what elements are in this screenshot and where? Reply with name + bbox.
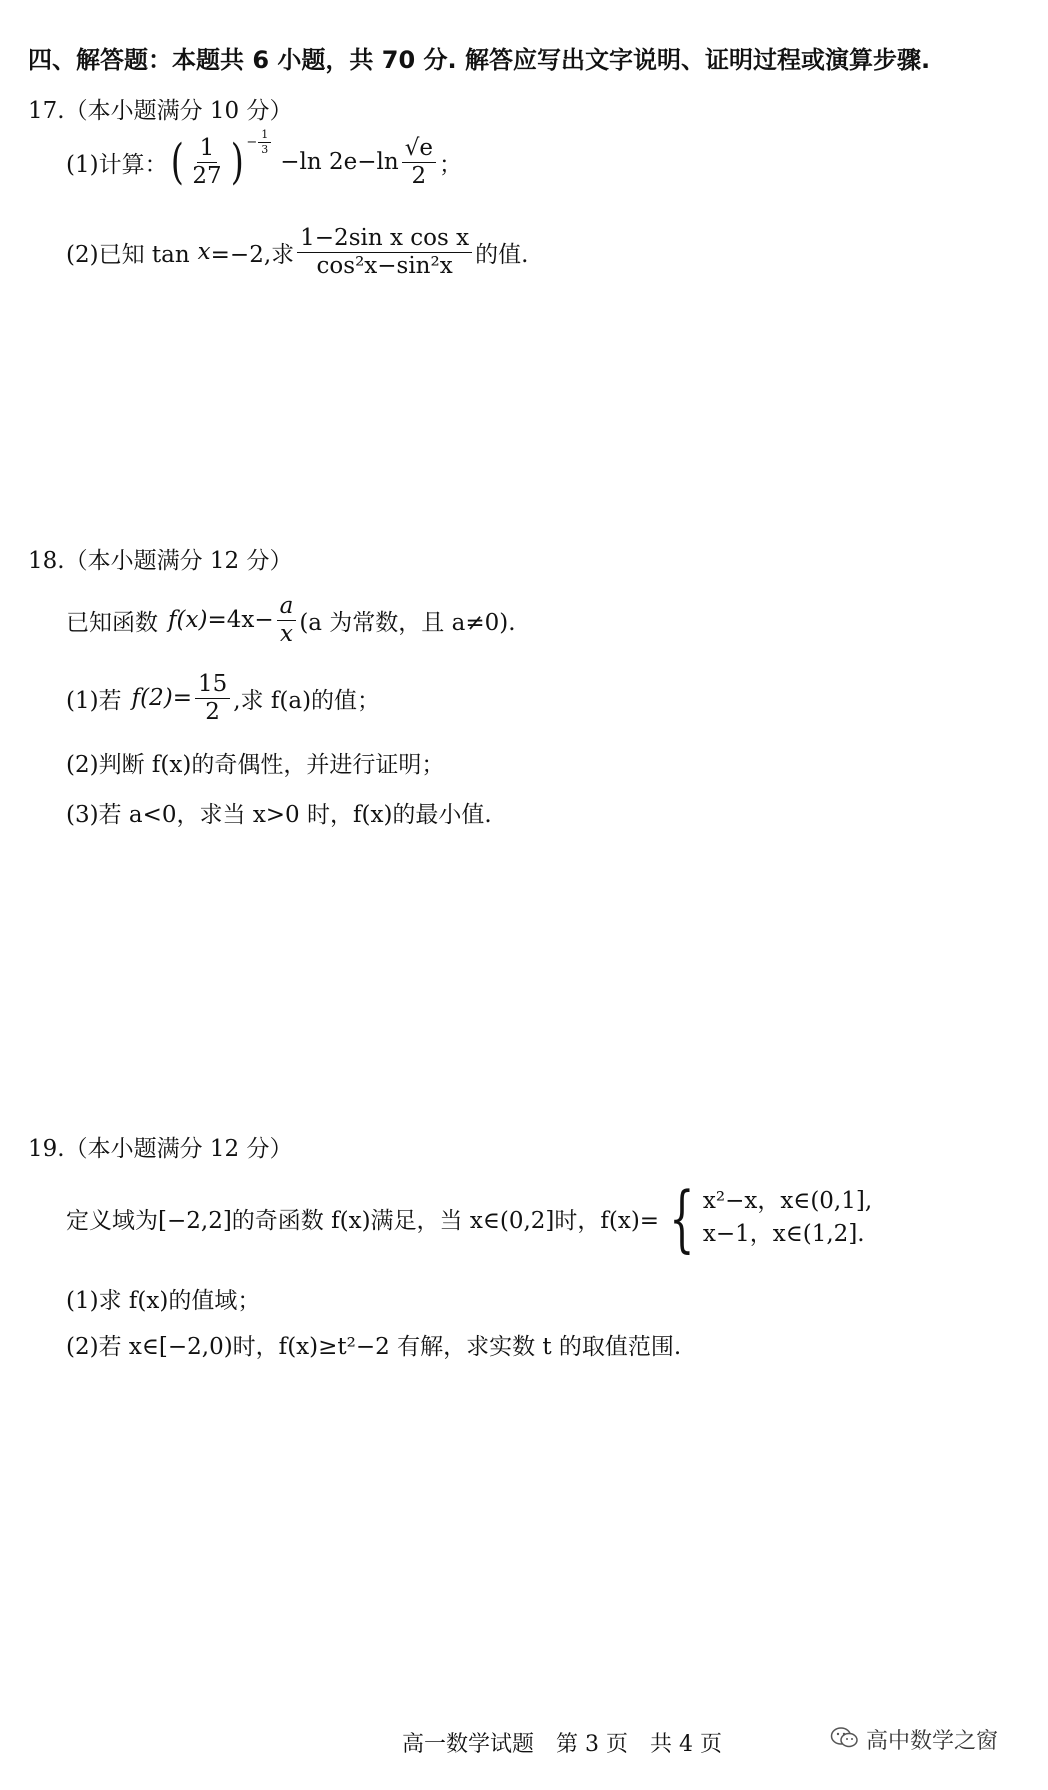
exponent-sign: − [246, 134, 258, 150]
page-footer: 高一数学试题 第 3 页 共 4 页 [402, 1732, 722, 1757]
q19-title: 19.（本小题满分 12 分） [28, 1136, 293, 1162]
q18-intro-fx: f(x) [168, 607, 208, 633]
piecewise-definition [659, 1176, 873, 1260]
q17-sqrt-fraction [402, 136, 436, 187]
left-brace: { [669, 1176, 695, 1260]
q18-intro [66, 590, 516, 650]
fraction-numerator: a [277, 594, 297, 620]
wechat-icon [830, 1725, 860, 1755]
q18-part1-post: ,求 f(a)的值； [233, 687, 381, 714]
q17-part2-fraction [297, 226, 472, 277]
q19-part2: (2)若 x∈[−2,0)时，f(x)≥t²−2 有解，求实数 t 的取值范围. [66, 1334, 682, 1360]
q19-intro-pre: 定义域为[−2,2]的奇函数 f(x)满足，当 x∈(0,2]时，f(x)= [66, 1207, 660, 1234]
q17-part2-eq: =−2,求 [210, 241, 295, 268]
fraction-denominator: 2 [205, 698, 220, 725]
q18-intro-pre: 已知函数 [66, 609, 158, 636]
piecewise-cases [703, 1185, 872, 1252]
piecewise-case-1: x²−x，x∈(0,1], [702, 1187, 873, 1214]
right-paren: ) [230, 134, 244, 190]
q18-part1-eq: = [172, 685, 192, 711]
fraction-denominator: 27 [192, 162, 222, 189]
q17-part1-middle: −ln 2e−ln [280, 149, 399, 175]
q17-part1 [66, 127, 462, 192]
q19-part1: (1)求 f(x)的值域； [66, 1288, 261, 1314]
exponent-denominator: 3 [261, 142, 269, 156]
exponent-fraction [258, 129, 271, 155]
fraction-numerator: 1 [197, 136, 218, 162]
q17-exponent [246, 129, 272, 155]
q17-part2 [66, 222, 528, 282]
watermark [830, 1724, 998, 1755]
q17-part1-end: ； [438, 151, 462, 178]
q18-title: 18.（本小题满分 12 分） [28, 548, 293, 574]
q17-part2-end: 的值. [475, 241, 529, 268]
q17-title: 17.（本小题满分 10 分） [28, 98, 293, 124]
q18-intro-fraction [277, 594, 297, 645]
sqrt-numerator: √e [402, 136, 436, 162]
q18-intro-post: (a 为常数，且 a≠0). [299, 609, 516, 636]
fraction-numerator: 15 [195, 672, 230, 698]
q18-part2: (2)判断 f(x)的奇偶性，并进行证明； [66, 752, 445, 778]
section-heading: 四、解答题：本题共 6 小题，共 70 分. 解答应写出文字说明、证明过程或演算步骤. [28, 46, 931, 74]
fraction-denominator: cos²x−sin²x [316, 252, 453, 279]
q18-part1 [66, 668, 380, 728]
q17-part2-var: x [197, 239, 211, 265]
piecewise-case-2: x−1，x∈(1,2]. [702, 1221, 865, 1247]
q17-fraction [189, 136, 224, 187]
q18-part1-f2: f(2) [131, 685, 173, 711]
q18-part1-pre: (1)若 [66, 687, 122, 714]
exponent-numerator: 1 [258, 129, 271, 143]
q17-part1-label: (1)计算： [66, 151, 168, 178]
q17-part2-label: (2)已知 tan [66, 241, 190, 268]
q19-intro [66, 1168, 872, 1268]
left-paren: ( [170, 134, 184, 190]
q18-intro-eq: =4x− [207, 607, 274, 633]
fraction-denominator: x [279, 620, 293, 647]
fraction-numerator: 1−2sin x cos x [297, 226, 472, 252]
sqrt-denominator: 2 [411, 162, 427, 189]
q18-part1-fraction [195, 672, 230, 723]
watermark-text: 高中数学之窗 [866, 1729, 999, 1754]
q18-part3: (3)若 a<0，求当 x>0 时，f(x)的最小值. [66, 802, 492, 828]
